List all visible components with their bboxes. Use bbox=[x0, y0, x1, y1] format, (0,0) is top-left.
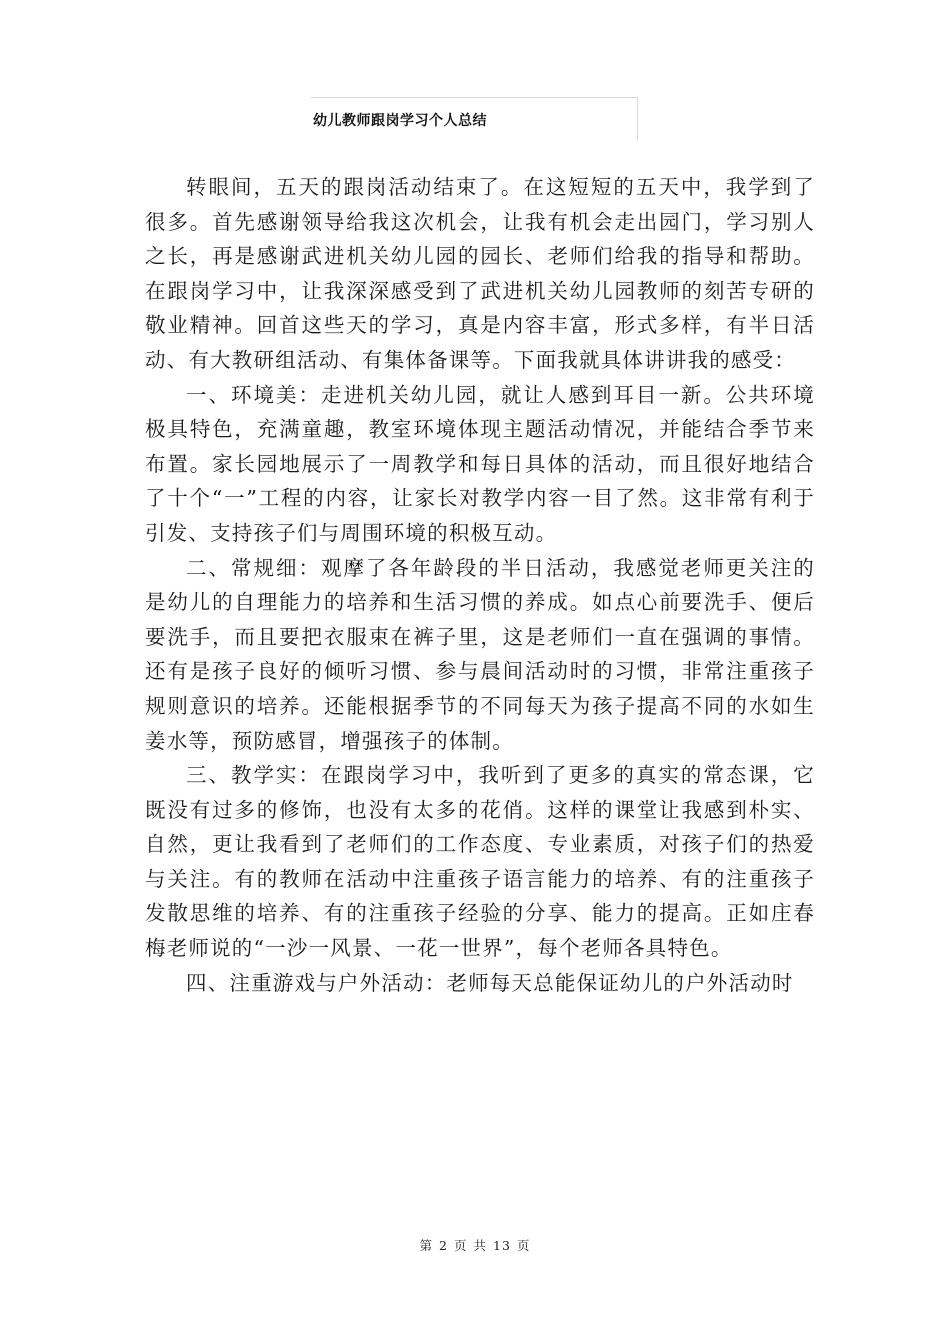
footer-page-number: 2 bbox=[439, 1238, 448, 1253]
document-title: 幼儿教师跟岗学习个人总结 bbox=[313, 113, 487, 129]
footer-prefix: 第 bbox=[419, 1238, 434, 1253]
paragraph-intro: 转眼间，五天的跟岗活动结束了。在这短短的五天中，我学到了很多。首先感谢领导给我这次机会，让我有机会走出园门，学习别人之长，再是感谢武进机关幼儿园的园长、老师们给我的指导和帮助。在跟岗学习中，让我深深感受到了武进机关幼儿园教师的刻苦专研的敬业精神。回首这些天的学习，真是内容丰富，形式多样，有半日活动、有大教研组活动、有集体备课等。下面我就具体讲讲我的感受： bbox=[145, 175, 815, 372]
paragraph-teaching: 三、教学实：在跟岗学习中，我听到了更多的真实的常态课，它既没有过多的修饰，也没有太多的花俏。这样的课堂让我感到朴实、自然，更让我看到了老师们的工作态度、专业素质，对孩子们的热爱与关注。有的教师在活动中注重孩子语言能力的培养、有的注重孩子发散思维的培养、有的注重孩子经验的分享、能力的提高。正如庄春梅老师说的“一沙一风景、一花一世界”，每个老师各具特色。 bbox=[145, 763, 815, 961]
paragraph-games: 四、注重游戏与户外活动：老师每天总能保证幼儿的户外活动时 bbox=[186, 970, 794, 995]
document-body bbox=[145, 170, 815, 1000]
footer-page-word: 页 bbox=[454, 1238, 468, 1253]
footer-suffix: 页 bbox=[516, 1238, 531, 1253]
footer-total-pages: 13 bbox=[493, 1238, 511, 1253]
paragraph-routine: 二、常规细：观摩了各年龄段的半日活动，我感觉老师更关注的是幼儿的自理能力的培养和生活习惯的养成。如点心前要洗手、便后要洗手，而且要把衣服束在裤子里，这是老师们一直在强调的事情。还有是孩子良好的倾听习惯、参与晨间活动时的习惯，非常注重孩子规则意识的培养。还能根据季节的不同每天为孩子提高不同的水如生姜水等，预防感冒，增强孩子的体制。 bbox=[145, 555, 815, 753]
paragraph-environment: 一、环境美：走进机关幼儿园，就让人感到耳目一新。公共环境极具特色，充满童趣，教室环境体现主题活动情况，并能结合季节来布置。家长园地展示了一周教学和每日具体的活动，而且很好地结合了十个“一”工程的内容，让家长对教学内容一目了然。这非常有利于引发、支持孩子们与周围环境的积极互动。 bbox=[145, 382, 815, 545]
page-footer bbox=[0, 1236, 950, 1254]
footer-total-word: 共 bbox=[473, 1238, 488, 1253]
